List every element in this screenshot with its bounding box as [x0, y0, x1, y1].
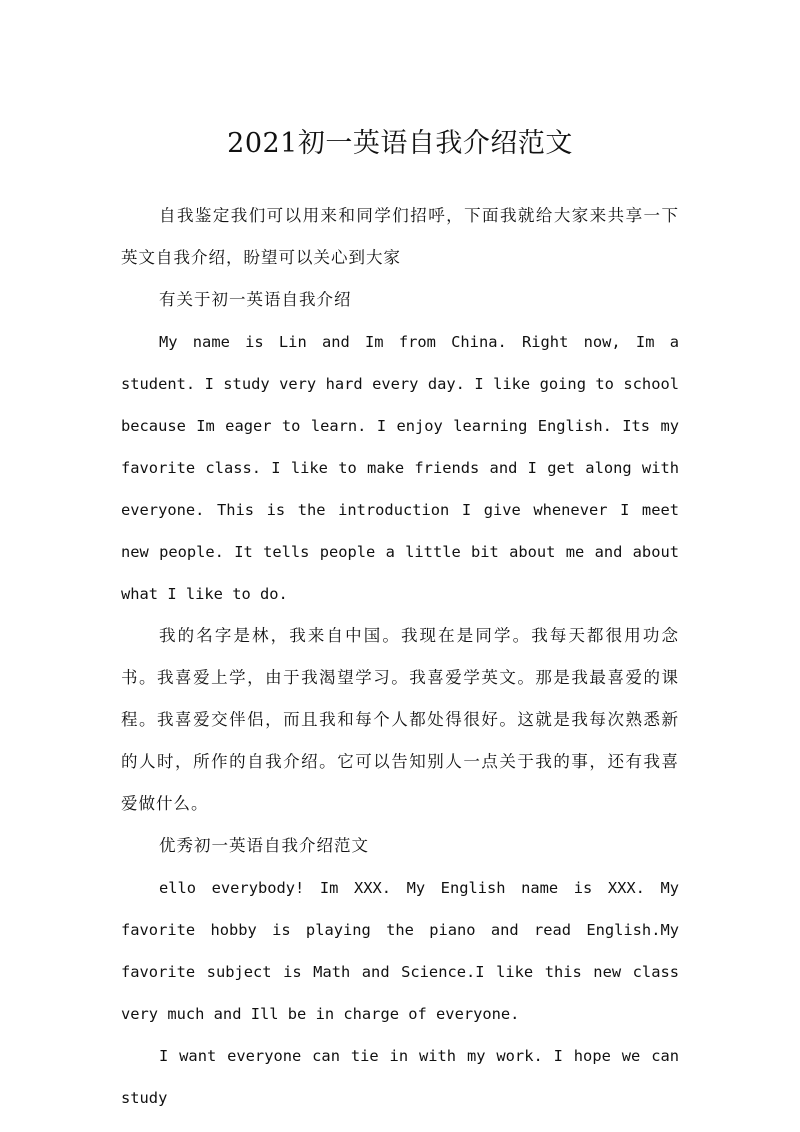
english-paragraph-2: ello everybody! Im XXX. My English name is XXX. My favorite hobby is playing the piano and read English.My favorite subject is Math and Science.I like this new class very much and Ill be in charge of everyone. — [121, 879, 679, 1023]
english-paragraph-1: My name is Lin and Im from China. Right now, Im a student. I study very hard every day. I like going to school because Im eager to learn. I enjoy learning English. Its my favorite class. I like to make friends and I get along with everyone. This is the introduction I give whenever I meet new people. It tells people a little bit about me and about what I like to do. — [121, 333, 679, 603]
chinese-paragraph-1: 我的名字是林，我来自中国。我现在是同学。我每天都很用功念书。我喜爱上学，由于我渴望学习。我喜爱学英文。那是我最喜爱的课程。我喜爱交伴侣，而且我和每个人都处得很好。这就是我每次熟悉新的人时，所作的自我介绍。它可以告知别人一点关于我的事，还有我喜爱做什么。 — [121, 626, 679, 813]
document-title: 2021初一英语自我介绍范文 — [227, 128, 573, 159]
section-heading-1: 有关于初一英语自我介绍 — [159, 290, 352, 309]
english-paragraph-3: I want everyone can tie in with my work. I hope we can study — [121, 1047, 679, 1107]
intro-paragraph: 自我鉴定我们可以用来和同学们招呼，下面我就给大家来共享一下英文自我介绍，盼望可以关心到大家 — [121, 206, 679, 267]
document-body — [121, 195, 679, 1119]
section-heading-2: 优秀初一英语自我介绍范文 — [159, 836, 369, 855]
